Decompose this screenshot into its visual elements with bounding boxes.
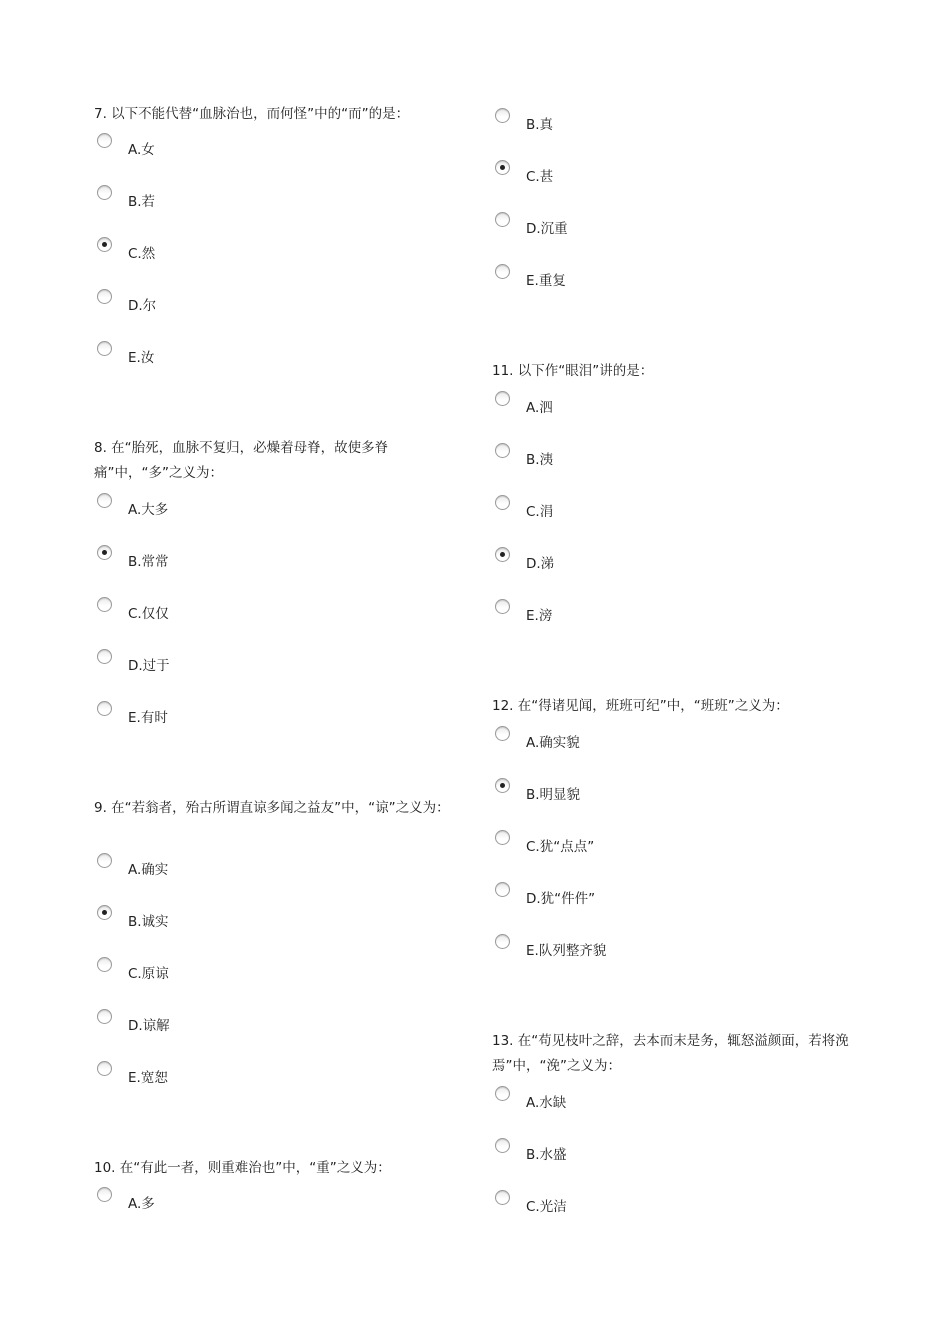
radio-button[interactable]	[97, 1187, 112, 1202]
question-11-option-b[interactable]	[492, 443, 852, 495]
radio-button[interactable]	[97, 341, 112, 356]
question-11-option-d[interactable]	[492, 547, 852, 599]
question-12-option-e[interactable]	[492, 934, 852, 986]
question-8-option-a[interactable]	[94, 493, 454, 545]
radio-button-selected[interactable]	[97, 905, 112, 920]
option-label: C.然	[128, 246, 156, 262]
question-8	[94, 436, 464, 486]
question-7-option-b[interactable]	[94, 185, 454, 237]
option-label: A.确实	[128, 862, 169, 878]
question-7	[94, 102, 464, 127]
radio-button[interactable]	[495, 264, 510, 279]
question-7-option-d[interactable]	[94, 289, 454, 341]
question-12-option-c[interactable]	[492, 830, 852, 882]
question-10	[94, 1156, 464, 1181]
radio-button-selected[interactable]	[97, 237, 112, 252]
option-label: D.过于	[128, 658, 170, 674]
radio-button[interactable]	[495, 495, 510, 510]
radio-button[interactable]	[495, 1086, 510, 1101]
radio-button-selected[interactable]	[495, 547, 510, 562]
option-label: B.水盛	[526, 1147, 567, 1163]
option-label: D.谅解	[128, 1018, 170, 1034]
question-12-option-b[interactable]	[492, 778, 852, 830]
radio-button[interactable]	[495, 212, 510, 227]
question-9-option-c[interactable]	[94, 957, 454, 1009]
option-label: D.沉重	[526, 221, 568, 237]
option-label: C.甚	[526, 169, 554, 185]
question-9-option-b[interactable]	[94, 905, 454, 957]
option-label: C.犹“点点”	[526, 839, 595, 855]
radio-button-selected[interactable]	[495, 160, 510, 175]
radio-button[interactable]	[495, 726, 510, 741]
radio-button[interactable]	[97, 1061, 112, 1076]
question-9-option-d[interactable]	[94, 1009, 454, 1061]
question-13-option-a[interactable]	[492, 1086, 852, 1138]
option-label: E.队列整齐貌	[526, 943, 607, 959]
option-label: A.水缺	[526, 1095, 567, 1111]
radio-button[interactable]	[97, 185, 112, 200]
question-9-option-e[interactable]	[94, 1061, 454, 1113]
question-12-option-d[interactable]	[492, 882, 852, 934]
question-13-title: 13. 在“苟见枝叶之辞，去本而末是务，辄怒溢颜面，若将浼焉”中，“浼”之义为：	[492, 1033, 849, 1074]
option-label: D.尔	[128, 298, 157, 314]
question-8-option-b[interactable]	[94, 545, 454, 597]
option-label: E.滂	[526, 608, 553, 624]
option-label: D.涕	[526, 556, 555, 572]
question-12-option-a[interactable]	[492, 726, 852, 778]
option-label: B.若	[128, 194, 156, 210]
option-label: B.常常	[128, 554, 169, 570]
question-8-option-e[interactable]	[94, 701, 454, 753]
option-label: C.原谅	[128, 966, 169, 982]
question-10-option-d[interactable]	[492, 212, 852, 264]
question-10-option-c[interactable]	[492, 160, 852, 212]
option-label: E.重复	[526, 273, 566, 289]
option-label: B.诚实	[128, 914, 169, 930]
radio-button[interactable]	[495, 1138, 510, 1153]
radio-button[interactable]	[495, 443, 510, 458]
option-label: A.大多	[128, 502, 169, 518]
option-label: A.泗	[526, 400, 553, 416]
question-11-option-a[interactable]	[492, 391, 852, 443]
option-label: E.宽恕	[128, 1070, 168, 1086]
radio-button[interactable]	[97, 597, 112, 612]
question-13-option-c[interactable]	[492, 1190, 852, 1242]
radio-button[interactable]	[495, 934, 510, 949]
question-10-title: 10. 在“有此一者，则重难治也”中，“重”之义为：	[94, 1160, 391, 1176]
question-9-title: 9. 在“若翁者，殆古所谓直谅多闻之益友”中，“谅”之义为：	[94, 800, 450, 816]
question-13-option-b[interactable]	[492, 1138, 852, 1190]
radio-button[interactable]	[97, 701, 112, 716]
radio-button-selected[interactable]	[495, 778, 510, 793]
question-10-option-e[interactable]	[492, 264, 852, 316]
option-label: D.犹“件件”	[526, 891, 596, 907]
radio-button[interactable]	[97, 493, 112, 508]
question-7-title: 7. 以下不能代替“血脉治也，而何怪”中的“而”的是：	[94, 106, 410, 122]
question-12	[492, 694, 862, 719]
option-label: B.明显貌	[526, 787, 581, 803]
option-label: A.多	[128, 1196, 155, 1212]
option-label: A.确实貌	[526, 735, 580, 751]
radio-button-selected[interactable]	[97, 545, 112, 560]
question-11	[492, 359, 862, 384]
option-label: C.仅仅	[128, 606, 169, 622]
option-label: C.涓	[526, 504, 554, 520]
question-9-option-a[interactable]	[94, 853, 454, 905]
option-label: E.汝	[128, 350, 155, 366]
radio-button[interactable]	[97, 1009, 112, 1024]
radio-button[interactable]	[495, 830, 510, 845]
question-12-title: 12. 在“得诸见闻，班班可纪”中，“班班”之义为：	[492, 698, 789, 714]
question-8-option-c[interactable]	[94, 597, 454, 649]
option-label: E.有时	[128, 710, 168, 726]
radio-button[interactable]	[97, 289, 112, 304]
option-label: C.光洁	[526, 1199, 567, 1215]
question-11-option-c[interactable]	[492, 495, 852, 547]
question-10-option-b[interactable]	[492, 108, 852, 160]
radio-button[interactable]	[495, 882, 510, 897]
question-7-option-a[interactable]	[94, 133, 454, 185]
radio-button[interactable]	[495, 1190, 510, 1205]
question-7-option-e[interactable]	[94, 341, 454, 393]
question-9	[94, 796, 464, 821]
question-7-option-c[interactable]	[94, 237, 454, 289]
radio-button[interactable]	[495, 599, 510, 614]
radio-button[interactable]	[495, 108, 510, 123]
question-8-title: 8. 在“胎死，血脉不复归，必燥着母脊，故使多脊痛”中，“多”之义为：	[94, 440, 389, 481]
option-label: B.洟	[526, 452, 554, 468]
question-8-option-d[interactable]	[94, 649, 454, 701]
question-13	[492, 1029, 862, 1079]
radio-button[interactable]	[97, 649, 112, 664]
question-11-title: 11. 以下作“眼泪”讲的是：	[492, 363, 654, 379]
option-label: A.女	[128, 142, 155, 158]
question-10-option-a[interactable]	[94, 1187, 454, 1239]
radio-button[interactable]	[97, 133, 112, 148]
radio-button[interactable]	[97, 853, 112, 868]
radio-button[interactable]	[97, 957, 112, 972]
option-label: B.真	[526, 117, 554, 133]
radio-button[interactable]	[495, 391, 510, 406]
question-11-option-e[interactable]	[492, 599, 852, 651]
